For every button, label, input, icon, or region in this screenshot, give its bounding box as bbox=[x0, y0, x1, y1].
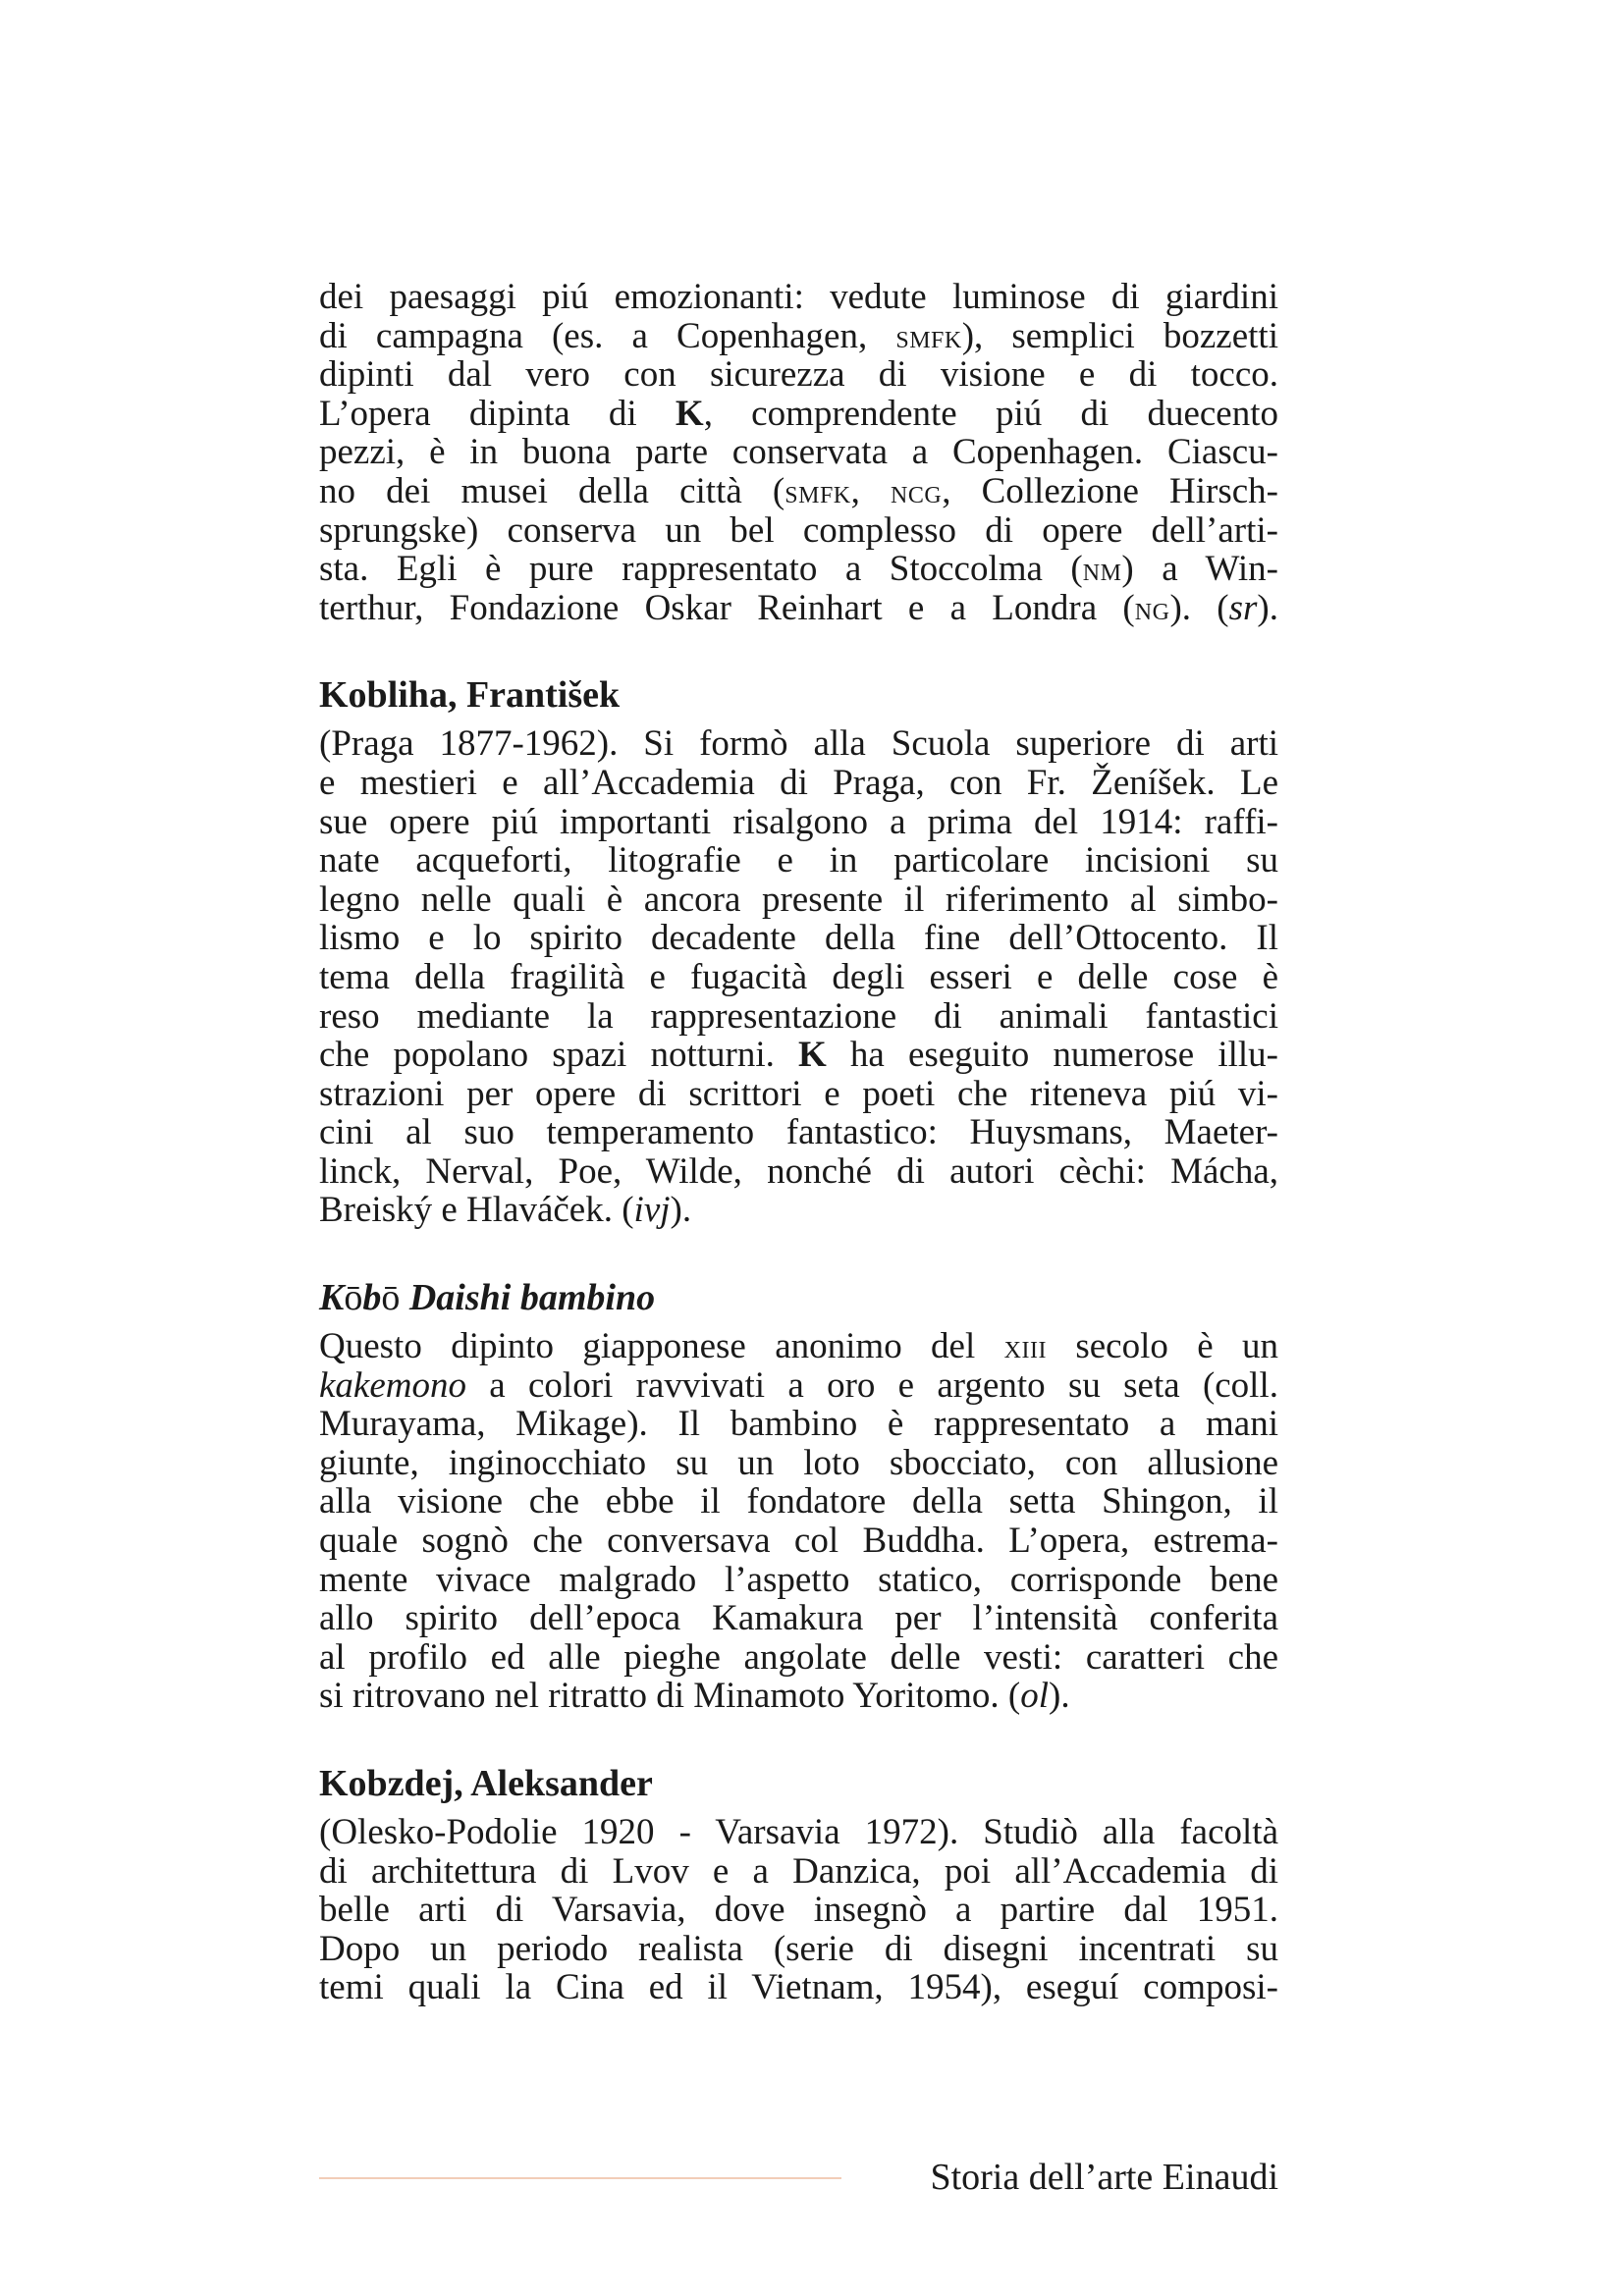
text-line: cini al suo temperamento fantastico: Huysmans, Maeter- bbox=[319, 1112, 1278, 1153]
entry-kobo-paragraph bbox=[319, 1327, 1278, 1716]
entry-heading-kobo-daishi bbox=[319, 1276, 1278, 1319]
italic-text: ol bbox=[1020, 1676, 1050, 1717]
text-line: legno nelle quali è ancora presente il riferimento al simbo- bbox=[319, 879, 1278, 920]
entry-kobliha-paragraph bbox=[319, 724, 1278, 1230]
text-line: Breiský e Hlaváček. (ivj). bbox=[319, 1190, 692, 1231]
text-line: linck, Nerval, Poe, Wilde, nonché di autori cèchi: Mácha, bbox=[319, 1150, 1278, 1192]
text-line: pezzi, è in buona parte conservata a Copenhagen. Ciascu- bbox=[319, 432, 1278, 473]
text-line: alla visione che ebbe il fondatore della setta Shingon, il bbox=[319, 1481, 1278, 1522]
entry-reference: K bbox=[797, 1035, 827, 1076]
text-line: no dei musei della città (smfk, ncg, Collezione Hirsch- bbox=[319, 470, 1279, 511]
footer-title: Storia dell’arte Einaudi bbox=[930, 2157, 1278, 2198]
text-line: (Olesko-Podolie 1920 - Varsavia 1972). Studiò alla facoltà bbox=[319, 1812, 1278, 1852]
heading-part-b: b bbox=[362, 1277, 382, 1319]
abbreviation: xiii bbox=[1003, 1329, 1047, 1366]
text-line: allo spirito dell’epoca Kamakura per l’intensità conferita bbox=[319, 1598, 1278, 1639]
text-line: e mestieri e all’Accademia di Praga, con Fr. Ženíšek. Le bbox=[319, 762, 1278, 803]
heading-part-macron-2: ō bbox=[381, 1277, 401, 1319]
entry-heading-kobliha: Kobliha, František bbox=[319, 674, 621, 717]
abbreviation: ncg bbox=[891, 473, 943, 510]
heading-part-title: Daishi bambino bbox=[400, 1277, 656, 1319]
text-line: dipinti dal vero con sicurezza di visione e di tocco. bbox=[319, 354, 1278, 396]
text-line: sprungske) conserva un bel complesso di opere dell’arti- bbox=[319, 509, 1278, 551]
text-line: Murayama, Mikage). Il bambino è rappresentato a mani bbox=[319, 1404, 1278, 1445]
text-line: strazioni per opere di scrittori e poeti che riteneva piú vi- bbox=[319, 1073, 1278, 1114]
abbreviation: nm bbox=[1082, 552, 1122, 589]
entry-heading-kobzdej: Kobzdej, Aleksander bbox=[319, 1763, 653, 1804]
entry-kobzdej-paragraph bbox=[319, 1813, 1278, 2007]
entry-kobzdej bbox=[319, 1762, 1278, 2007]
entry-kobke-paragraph bbox=[319, 278, 1278, 627]
text-line: lismo e lo spirito decadente della fine dell’Ottocento. Il bbox=[319, 918, 1278, 959]
text-line: giunte, inginocchiato su un loto sbocciato, con allusione bbox=[319, 1442, 1278, 1483]
entry-kobliha bbox=[319, 673, 1278, 1230]
text-line: sue opere piú importanti risalgono a prima del 1914: raffi- bbox=[319, 801, 1278, 842]
entry-kobo-daishi bbox=[319, 1276, 1278, 1716]
italic-text: sr bbox=[1228, 587, 1258, 628]
abbreviation: smfk bbox=[784, 473, 851, 510]
footer-rule bbox=[319, 2177, 841, 2179]
entry-reference: K bbox=[675, 393, 704, 434]
text-line: sta. Egli è pure rappresentato a Stoccolma (nm) a Win- bbox=[319, 549, 1278, 590]
text-line: L’opera dipinta di K, comprendente piú di duecento bbox=[319, 393, 1278, 434]
text-line: quale sognò che conversava col Buddha. L’opera, estrema- bbox=[319, 1521, 1278, 1562]
page-body bbox=[319, 278, 1278, 2007]
text-line: si ritrovano nel ritratto di Minamoto Yoritomo. (ol). bbox=[319, 1676, 1070, 1717]
text-line: dei paesaggi piú emozionanti: vedute luminose di giardini bbox=[319, 277, 1278, 317]
abbreviation: smfk bbox=[895, 318, 962, 355]
text-line: di architettura di Lvov e a Danzica, poi all’Accademia di bbox=[319, 1850, 1278, 1892]
text-line: di campagna (es. a Copenhagen, smfk), semplici bozzetti bbox=[319, 315, 1278, 356]
text-line: reso mediante la rappresentazione di animali fantastici bbox=[319, 995, 1278, 1037]
heading-part-macron-1: ō bbox=[344, 1277, 363, 1319]
abbreviation: ng bbox=[1134, 590, 1170, 627]
text-line: Dopo un periodo realista (serie di disegni incentrati su bbox=[319, 1928, 1278, 1969]
text-line: terthur, Fondazione Oskar Reinhart e a Londra (ng). (sr). bbox=[319, 587, 1278, 628]
text-line: belle arti di Varsavia, dove insegnò a partire dal 1951. bbox=[319, 1890, 1278, 1931]
text-line: kakemono a colori ravvivati a oro e argento su seta (coll. bbox=[319, 1364, 1278, 1406]
text-line: (Praga 1877-1962). Si formò alla Scuola superiore di arti bbox=[319, 723, 1278, 765]
entry-kobke-continuation bbox=[319, 278, 1278, 627]
text-line: Questo dipinto giapponese anonimo del xiii secolo è un bbox=[319, 1326, 1279, 1367]
text-line: che popolano spazi notturni. K ha eseguito numerose illu- bbox=[319, 1035, 1278, 1076]
italic-text: kakemono bbox=[319, 1364, 466, 1406]
italic-text: ivj bbox=[633, 1190, 671, 1231]
text-line: al profilo ed alle pieghe angolate delle vesti: caratteri che bbox=[319, 1636, 1278, 1678]
text-line: mente vivace malgrado l’aspetto statico, corrisponde bene bbox=[319, 1559, 1278, 1600]
text-line: nate acqueforti, litografie e in particolare incisioni su bbox=[319, 840, 1278, 881]
text-line: temi quali la Cina ed il Vietnam, 1954), eseguí composi- bbox=[319, 1967, 1278, 2008]
text-line: tema della fragilità e fugacità degli esseri e delle cose è bbox=[319, 956, 1278, 997]
heading-part-k: K bbox=[319, 1277, 345, 1319]
